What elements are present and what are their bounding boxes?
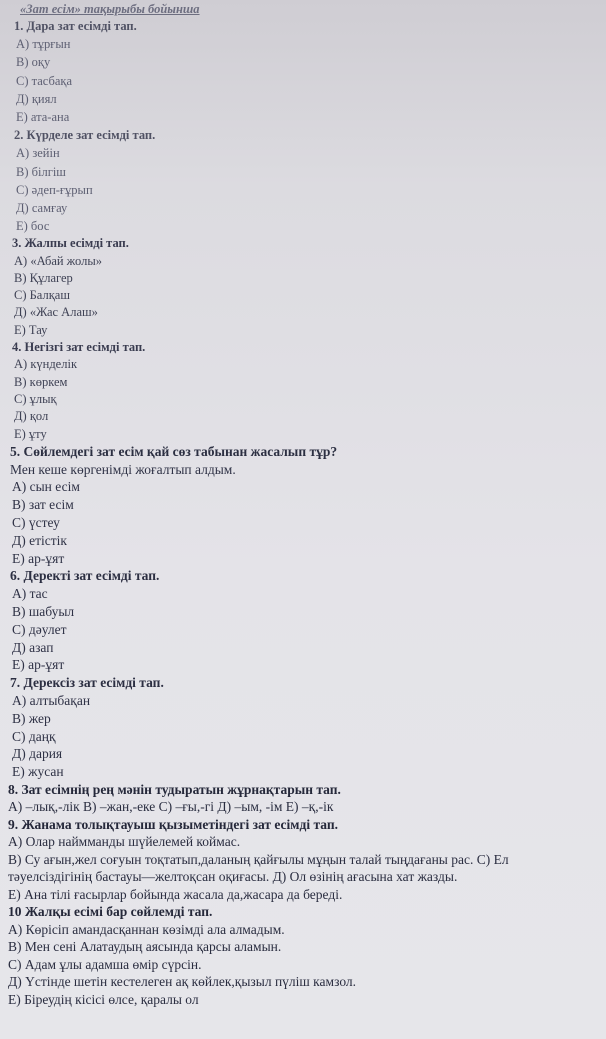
answer-option: С) тасбақа <box>16 73 73 88</box>
question-text: 3. Жалпы есімді тап. <box>12 236 129 251</box>
answer-option: тәуелсіздігінің бастауы—желтоқсан оқиғасы. Д) Ол өзінің ағасына хат жазды. <box>8 869 458 885</box>
question-text: 2. Күрделе зат есімді тап. <box>14 128 156 143</box>
answer-option: Е) ар-ұят <box>12 550 65 566</box>
answer-option: С) ұлық <box>14 391 57 406</box>
question-block <box>6 235 606 443</box>
answer-option: А) Көрісіп амандасқаннан көзімді ала алмадым. <box>8 921 285 937</box>
answer-option: В) шабуыл <box>12 603 75 619</box>
answer-option: В) зат есім <box>12 497 74 513</box>
answer-option: Д) дария <box>12 746 63 762</box>
answer-option: Е) ата-ана <box>16 109 70 124</box>
answer-option: В) Құлагер <box>14 270 73 285</box>
answer-option: А) сын есім <box>12 479 80 495</box>
answer-option: Д) қиял <box>16 91 57 106</box>
answer-option: В) көркем <box>14 374 68 389</box>
answer-option: Е) Біреудің кісісі өлсе, қаралы ол <box>8 991 199 1007</box>
answer-option: А) тас <box>12 586 48 602</box>
question-text: 8. Зат есімнің рең мәнін тудыратын жұрнақтарын тап. <box>8 781 341 797</box>
question-text: 1. Дара зат есімді тап. <box>14 19 137 33</box>
answer-option: А) зейін <box>16 146 60 161</box>
answer-option: Д) самғау <box>16 200 68 215</box>
answer-option: Е) Ана тілі ғасырлар бойында жасала да,жасара да береді. <box>8 886 343 902</box>
answer-option: В) Мен сені Алатаудың аясында қарсы аламын. <box>8 939 282 955</box>
answer-option: Е) ұту <box>14 426 47 441</box>
question-text: 6. Деректі зат есімді тап. <box>10 568 160 584</box>
question-block <box>6 443 606 781</box>
answer-option: В) жер <box>12 710 51 726</box>
question-text: 9. Жанама толықтауыш қызыметіндегі зат есімді тап. <box>8 816 338 832</box>
question-block <box>6 17 606 235</box>
answer-option: А) Олар наймманды шүйелемей коймас. <box>8 834 241 850</box>
answer-option: Д) етістік <box>12 532 67 548</box>
answer-option: А) күнделік <box>14 357 78 372</box>
answer-option: А) тұрғын <box>16 37 71 52</box>
answer-option: С) Адам ұлы адамша өмір сүрсін. <box>8 956 202 972</box>
answer-option: Е) Тау <box>14 322 48 337</box>
answer-option: С) дәулет <box>12 621 67 637</box>
question-text: 5. Сөйлемдегі зат есім қай сөз табынан жасалып тұр? <box>10 443 338 459</box>
test-content <box>6 2 606 1008</box>
answer-option: А) –лық,-лік В) –жан,-еке С) –ғы,-гі Д) –ым, -ім Е) –қ,-ік <box>8 799 334 815</box>
answer-option: Д) Үстінде шетін кестелеген ақ көйлек,қызыл пүліш камзол. <box>8 974 357 990</box>
question-text: 10 Жалқы есімі бар сөйлемді тап. <box>8 904 213 920</box>
answer-option: А) алтыбақан <box>12 692 91 708</box>
answer-option: Д) қол <box>14 409 49 424</box>
answer-option: С) Балқаш <box>14 288 70 303</box>
question-block <box>6 781 606 1009</box>
answer-option: Е) бос <box>16 219 50 234</box>
answer-option: А) «Абай жолы» <box>14 253 102 268</box>
answer-option: Д) азап <box>12 639 54 655</box>
answer-option: С) даңқ <box>12 728 56 744</box>
page-header: «Зат есім» тақырыбы бойынша <box>20 2 200 16</box>
answer-option: Д) «Жас Алаш» <box>14 305 98 320</box>
answer-option: В) оқу <box>16 55 51 70</box>
question-text: 4. Негізгі зат есімді тап. <box>12 340 146 355</box>
answer-option: Е) жусан <box>12 764 64 780</box>
answer-option: С) үстеу <box>12 515 60 530</box>
example-sentence: Мен кеше көргенімді жоғалтып алдым. <box>10 461 236 477</box>
answer-option: В) Су ағын,жел соғуын тоқтатып,даланың қайғылы мұңын талай тыңдағаны рас. С) Ел <box>8 851 509 867</box>
answer-option: Е) ар-ұят <box>12 657 65 673</box>
question-text: 7. Дерексіз зат есімді тап. <box>10 675 164 691</box>
answer-option: С) әдеп-ғұрып <box>16 182 93 197</box>
answer-option: В) білгіш <box>16 164 66 179</box>
